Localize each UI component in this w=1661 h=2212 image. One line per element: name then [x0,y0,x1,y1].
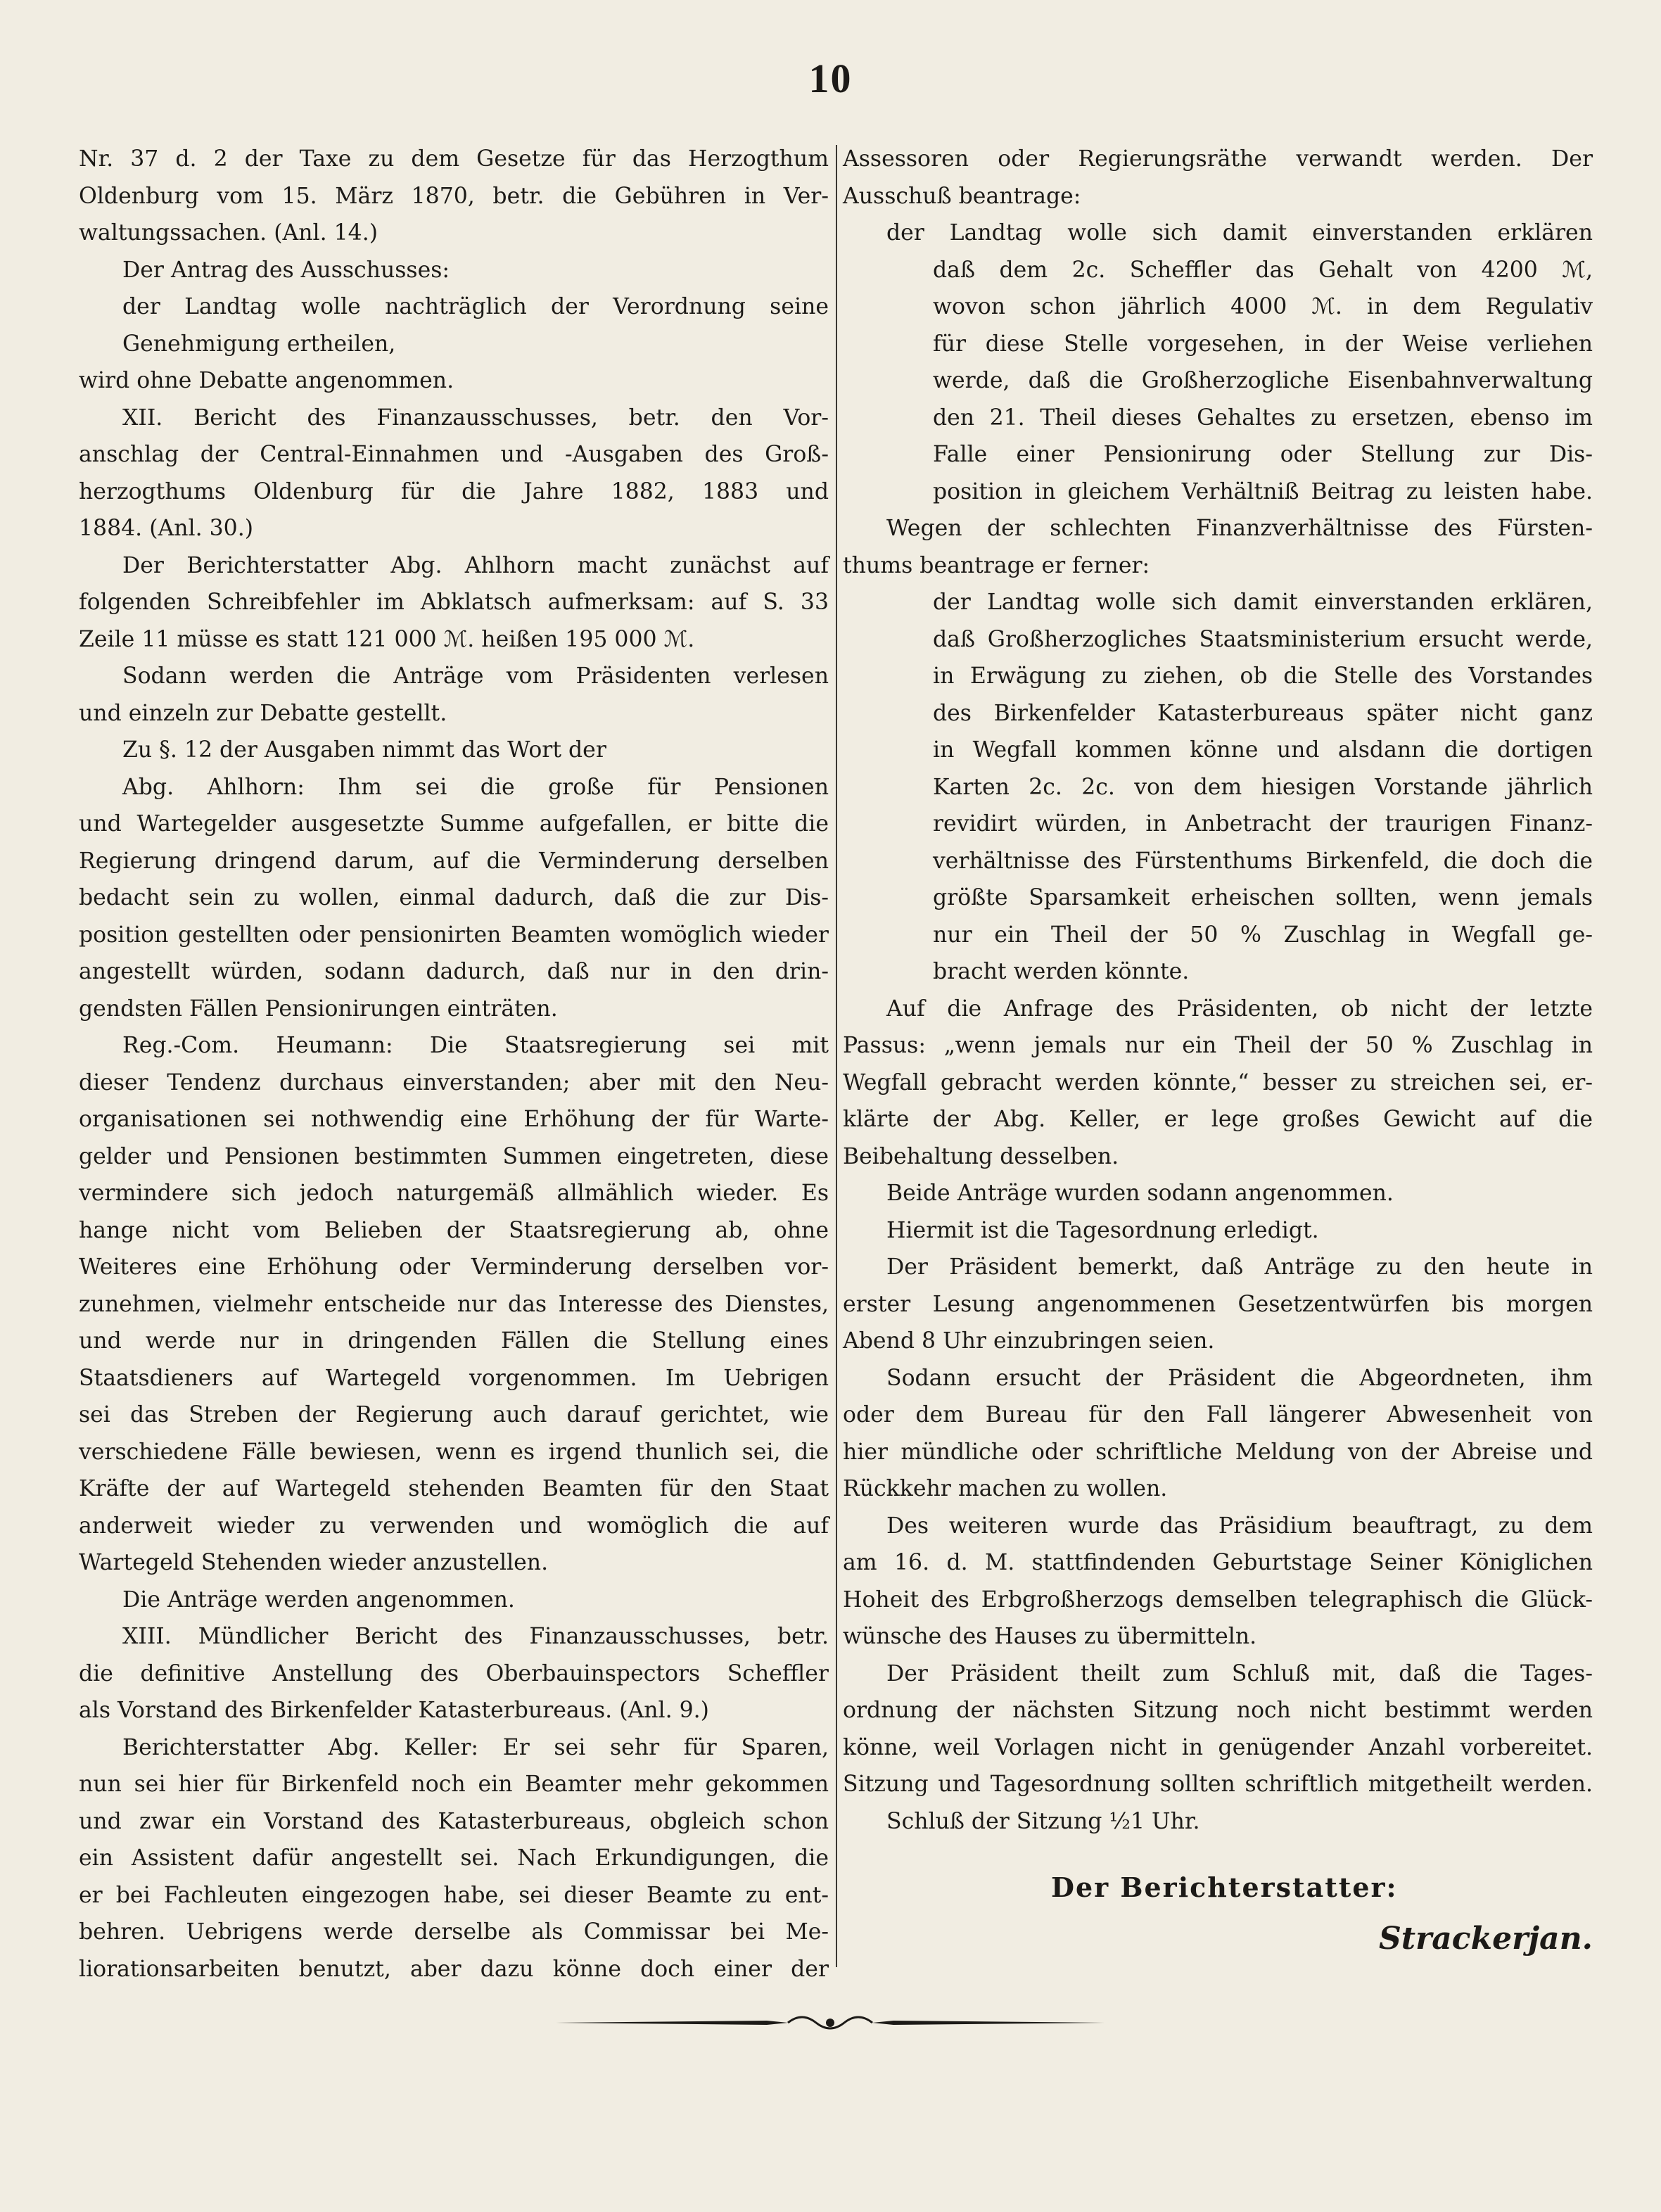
left-column-line: Nr. 37 d. 2 der Taxe zu dem Gesetze für das Herzogthum [79,146,829,172]
right-column-line: Abend 8 Uhr einzubringen seien. [843,1328,1215,1354]
left-column-line: angestellt würden, sodann dadurch, daß nur in den drin- [79,959,829,984]
left-column-line: sei das Streben der Regierung auch darauf gerichtet, wie [79,1402,829,1428]
right-column [843,141,1593,1840]
left-column-line: und werde nur in dringenden Fällen die Stellung eines [79,1328,829,1354]
right-column-line: erster Lesung angenommenen Gesetzentwürfen bis morgen [843,1291,1593,1317]
right-column-line: Des weiteren wurde das Präsidium beauftragt, zu dem [886,1513,1593,1539]
right-column-line: Wegfall gebracht werden könnte,“ besser zu streichen sei, er- [843,1069,1593,1095]
right-column-line: Wegen der schlechten Finanzverhältnisse des Fürsten- [886,516,1593,541]
right-column-line: Hiermit ist die Tagesordnung erledigt. [886,1217,1319,1243]
left-column-line: er bei Fachleuten eingezogen habe, sei dieser Beamte zu ent- [79,1882,829,1908]
left-column-line: zunehmen, vielmehr entscheide nur das Interesse des Dienstes, [79,1291,829,1317]
left-column-line: organisationen sei nothwendig eine Erhöhung der für Warte- [79,1107,829,1132]
right-column-line: in Erwägung zu ziehen, ob die Stelle des Vorstandes [933,663,1593,689]
right-column-line: könne, weil Vorlagen nicht in genügender Anzahl vorbereitet. [843,1734,1593,1760]
right-column-line: Auf die Anfrage des Präsidenten, ob nicht der letzte [886,996,1593,1022]
right-column-line: Falle einer Pensionirung oder Stellung zur Dis- [933,442,1593,467]
right-column-line: Karten 2c. 2c. von dem hiesigen Vorstande jährlich [933,774,1593,800]
right-column-line: größte Sparsamkeit erheischen sollten, wenn jemals [933,885,1593,910]
left-column-line: Staatsdieners auf Wartegeld vorgenommen. Im Uebrigen [79,1365,829,1391]
left-column-line: nun sei hier für Birkenfeld noch ein Beamter mehr gekommen [79,1772,829,1797]
left-column-line: wird ohne Debatte angenommen. [79,368,454,393]
left-column-line: gelder und Pensionen bestimmten Summen eingetreten, diese [79,1143,829,1169]
signature-name: Strackerjan. [1379,1921,1593,1957]
left-column-line: ein Assistent dafür angestellt sei. Nach Erkundigungen, die [79,1845,829,1871]
left-column-line: vermindere sich jedoch naturgemäß allmählich wieder. Es [79,1181,829,1206]
left-column-line: waltungssachen. (Anl. 14.) [79,220,378,246]
right-column-line: revidirt würden, in Anbetracht der traurigen Finanz- [933,811,1593,837]
left-column-line: der Landtag wolle nachträglich der Verordnung seine [122,294,829,319]
right-column-line: des Birkenfelder Katasterbureaus später nicht ganz [933,700,1593,726]
left-column [79,141,829,1988]
left-column-line: Oldenburg vom 15. März 1870, betr. die Gebühren in Ver- [79,183,829,209]
left-column-line: liorationsarbeiten benutzt, aber dazu könne doch einer der [79,1956,829,1982]
signature-label: Der Berichterstatter: [1051,1871,1398,1903]
left-column-line: Kräfte der auf Wartegeld stehenden Beamten für den Staat [79,1476,829,1501]
right-column-line: Sitzung und Tagesordnung sollten schriftlich mitgetheilt werden. [843,1772,1593,1797]
left-column-line: 1884. (Anl. 30.) [79,516,254,541]
right-column-line: daß Großherzogliches Staatsministerium ersucht werde, [933,626,1593,652]
left-column-line: und Wartegelder ausgesetzte Summe aufgefallen, er bitte die [79,811,829,837]
left-column-line: Abg. Ahlhorn: Ihm sei die große für Pensionen [122,774,829,800]
ornament-divider [556,2009,1105,2037]
left-column-line: Weiteres eine Erhöhung oder Verminderung derselben vor- [79,1254,829,1280]
left-column-line: Wartegeld Stehenden wieder anzustellen. [79,1550,549,1575]
right-column-line: Der Präsident theilt zum Schluß mit, daß die Tages- [886,1660,1593,1686]
left-column-line: behren. Uebrigens werde derselbe als Commissar bei Me- [79,1919,829,1945]
right-column-line: der Landtag wolle sich damit einverstanden erklären [886,220,1593,246]
right-column-line: am 16. d. M. stattfindenden Geburtstage Seiner Königlichen [843,1550,1593,1575]
right-column-line: Passus: „wenn jemals nur ein Theil der 50 % Zuschlag in [843,1033,1593,1058]
left-column-line: anschlag der Central-Einnahmen und -Ausgaben des Groß- [79,442,829,467]
right-column-line: position in gleichem Verhältniß Beitrag zu leisten habe. [933,478,1593,504]
right-column-line: daß dem 2c. Scheffler das Gehalt von 4200 ℳ, [933,257,1593,283]
left-column-line: position gestellten oder pensionirten Beamten womöglich wieder [79,922,829,948]
left-column-line: Regierung dringend darum, auf die Verminderung derselben [79,848,829,874]
right-column-line: Beide Anträge wurden sodann angenommen. [886,1181,1394,1206]
right-column-line: hier mündliche oder schriftliche Meldung von der Abreise und [843,1439,1593,1465]
left-column-line: und zwar ein Vorstand des Katasterbureaus, obgleich schon [79,1808,829,1834]
left-column-line: Der Berichterstatter Abg. Ahlhorn macht zunächst auf [122,552,829,578]
right-column-line: Ausschuß beantrage: [843,183,1081,209]
right-column-line: Der Präsident bemerkt, daß Anträge zu den heute in [886,1254,1593,1280]
right-column-line: Beibehaltung desselben. [843,1143,1119,1169]
right-column-line: den 21. Theil dieses Gehaltes zu ersetzen, ebenso im [933,405,1593,431]
left-column-line: Die Anträge werden angenommen. [122,1587,515,1613]
left-column-line: Reg.-Com. Heumann: Die Staatsregierung sei mit [122,1033,829,1058]
left-column-line: folgenden Schreibfehler im Abklatsch aufmerksam: auf S. 33 [79,590,829,615]
left-column-line: Berichterstatter Abg. Keller: Er sei sehr für Sparen, [122,1734,829,1760]
left-column-line: bedacht sein zu wollen, einmal dadurch, daß die zur Dis- [79,885,829,910]
right-column-line: thums beantrage er ferner: [843,552,1150,578]
right-column-line: Hoheit des Erbgroßherzogs demselben telegraphisch die Glück- [843,1587,1593,1613]
left-column-line: anderweit wieder zu verwenden und womöglich die auf [79,1513,829,1539]
right-column-line: ordnung der nächsten Sitzung noch nicht bestimmt werden [843,1698,1593,1723]
left-column-line: XII. Bericht des Finanzausschusses, betr. den Vor- [122,405,829,431]
right-column-line: werde, daß die Großherzogliche Eisenbahnverwaltung [933,368,1593,393]
left-column-line: als Vorstand des Birkenfelder Katasterbureaus. (Anl. 9.) [79,1698,709,1723]
left-column-line: dieser Tendenz durchaus einverstanden; aber mit den Neu- [79,1069,829,1095]
right-column-line: verhältnisse des Fürstenthums Birkenfeld, die doch die [933,848,1593,874]
column-divider [836,145,837,1967]
left-column-line: Zu §. 12 der Ausgaben nimmt das Wort der [122,737,606,763]
right-column-line: nur ein Theil der 50 % Zuschlag in Wegfall ge- [933,922,1593,948]
right-column-line: wünsche des Hauses zu übermitteln. [843,1624,1257,1649]
left-column-line: hange nicht vom Belieben der Staatsregierung ab, ohne [79,1217,829,1243]
right-column-line: oder dem Bureau für den Fall längerer Abwesenheit von [843,1402,1593,1428]
right-column-line: klärte der Abg. Keller, er lege großes Gewicht auf die [843,1107,1593,1132]
left-column-line: die definitive Anstellung des Oberbauinspectors Scheffler [79,1660,829,1686]
page-number: 10 [808,56,853,101]
right-column-line: in Wegfall kommen könne und alsdann die dortigen [933,737,1593,763]
left-column-line: gendsten Fällen Pensionirungen einträten. [79,996,558,1022]
left-column-line: verschiedene Fälle bewiesen, wenn es irgend thunlich sei, die [79,1439,829,1465]
right-column-line: der Landtag wolle sich damit einverstanden erklären, [933,590,1593,615]
left-column-line: Der Antrag des Ausschusses: [122,257,450,283]
right-column-line: Rückkehr machen zu wollen. [843,1476,1168,1501]
right-column-line: Assessoren oder Regierungsräthe verwandt werden. Der [843,146,1593,172]
right-column-line: Sodann ersucht der Präsident die Abgeordneten, ihm [886,1365,1593,1391]
left-column-line: XIII. Mündlicher Bericht des Finanzausschusses, betr. [122,1624,829,1649]
left-column-line: und einzeln zur Debatte gestellt. [79,700,447,726]
right-column-line: wovon schon jährlich 4000 ℳ. in dem Regulativ [933,294,1593,319]
left-column-line: Sodann werden die Anträge vom Präsidenten verlesen [122,663,829,689]
right-column-line: für diese Stelle vorgesehen, in der Weise verliehen [933,331,1593,357]
left-column-line: Zeile 11 müsse es statt 121 000 ℳ. heißen 195 000 ℳ. [79,626,695,652]
right-column-line: Schluß der Sitzung ½1 Uhr. [886,1808,1200,1834]
right-column-line: bracht werden könnte. [933,959,1190,984]
left-column-line: herzogthums Oldenburg für die Jahre 1882, 1883 und [79,478,829,504]
left-column-line: Genehmigung ertheilen, [122,331,396,357]
